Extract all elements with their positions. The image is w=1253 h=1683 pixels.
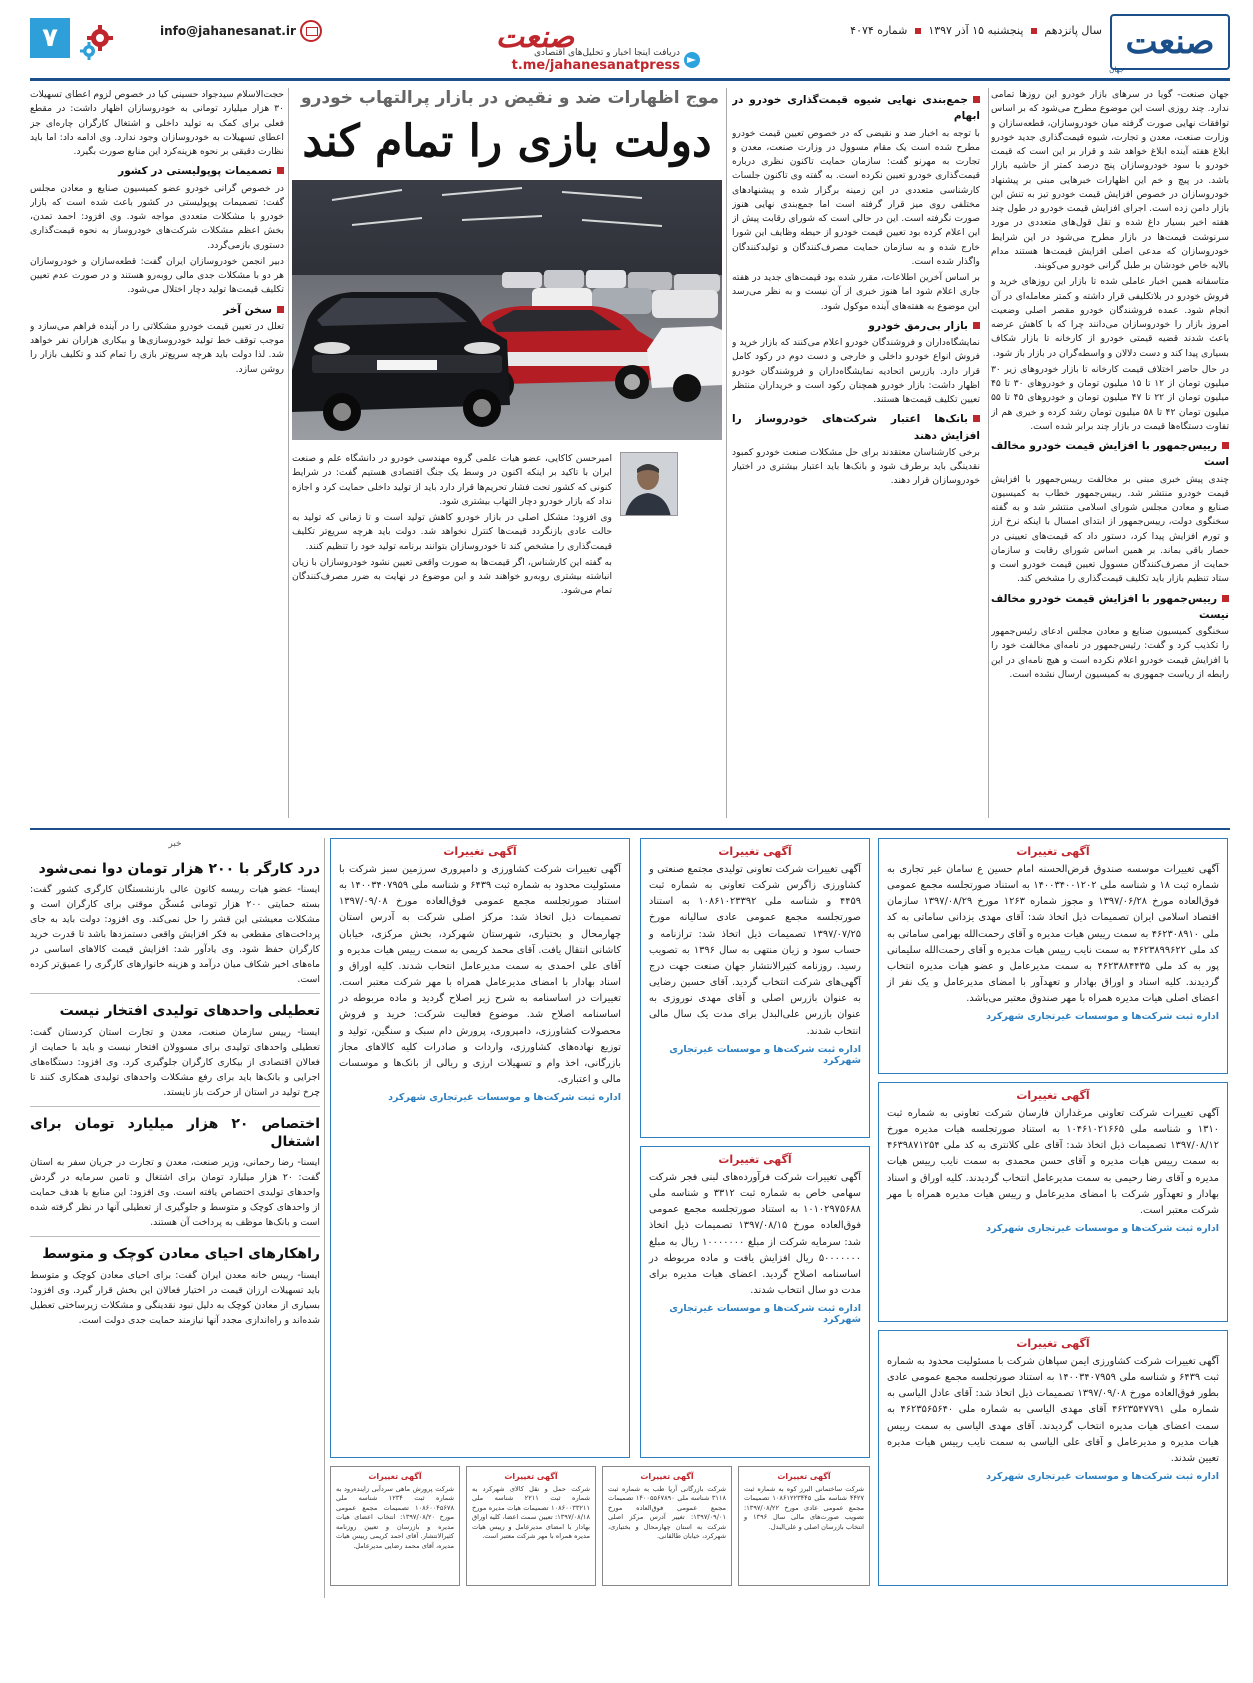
- small-notice: [738, 1466, 870, 1586]
- notice-body: آگهی تغییرات شرکت کشاورزی و دامپروری سرزمین سبز شرکت با مسئولیت محدود به شماره ثبت ۶۴۳۹ و شناسه ملی ۱۴۰۰۳۴۰۷۹۵۹ به استناد صورتجلسه مجمع عمومی فوق‌العاده مورخ ۱۳۹۷/۰۹/۰۸ تصمیمات ذیل اتخاذ شد: مرکز اصلی شرکت به آدرس استان چهارمحال و بختیاری، شهرستان شهرکرد، بخش مرکزی، خیابان کاشانی انتقال یافت. آقای محمد کریمی به سمت رییس هیات مدیره و آقای علی احمدی به سمت مدیرعامل انتخاب شدند. کلیه اوراق و اسناد بهادار با امضای مدیرعامل همراه با مهر شرکت معتبر است. تغییرات در اساسنامه به شرح زیر اصلاح گردید و ماده مربوطه در اساسنامه اصلاح شد. موضوع فعالیت شرکت: خرید و فروش محصولات کشاورزی، دامپروری، پرورش دام سبک و سنگین، تولید و توزیع نهاده‌های کشاورزی، واردات و صادرات کلیه کالاهای مجاز بازرگانی، اخذ وام و تسهیلات ارزی و ریالی از بانک‌ها و موسسات مالی و اعتباری.: [339, 864, 621, 1086]
- small-notice-title: آگهی تغییرات: [640, 1472, 694, 1481]
- news-body: ایسنا- رییس خانه معدن ایران گفت: برای احیای معادن کوچک و متوسط باید تسهیلات ارزان قیمت در اختیار فعالان این بخش قرار گیرد. وی افزود: بسیاری از معادن کوچک به دلیل نبود نقدینگی و مشکلات زیرساختی تعطیل شده‌اند و راه‌اندازی مجدد آنها نیازمند حمایت جدی دولت است.: [30, 1269, 320, 1326]
- email-address[interactable]: info@jahanesanat.ir: [160, 24, 296, 38]
- column-divider: [288, 88, 289, 818]
- notice-body: آگهی تغییرات شرکت کشاورزی ایمن سپاهان شرکت با مسئولیت محدود به شماره ثبت ۶۴۳۹ و شناسه ملی ۱۴۰۰۳۴۰۷۹۵۹ به استناد صورتجلسه مجمع عمومی عادی بطور فوق‌العاده مورخ ۱۳۹۷/۰۹/۰۸ تصمیمات ذیل اتخاذ شد: آقای عادل الیاسی به شماره ملی ۴۶۲۳۵۴۷۷۹۱ آقای مهدی الیاسی به شماره ملی ۴۶۲۳۵۶۵۶۴۰ به سمت اعضای هیات مدیره انتخاب گردیدند. آقای مهدی الیاسی به سمت رییس هیات مدیره و مدیرعامل و آقای علی الیاسی به سمت نایب رییس هیات مدیره تعیین شدند.: [887, 1356, 1220, 1464]
- notice-body: آگهی تغییرات شرکت تعاونی تولیدی مجتمع صنعتی و کشاورزی زاگرس شرکت تعاونی به شماره ثبت ۴۴۵۹ و شناسه ملی ۱۰۸۶۱۰۲۳۳۹۲ به استناد صورتجلسه مجمع عمومی عادی سالیانه مورخ ۱۳۹۷/۰۷/۲۵ تصمیمات ذیل اتخاذ شد: ترازنامه و حساب سود و زیان منتهی به سال ۱۳۹۶ به تصویب رسید. روزنامه کثیرالانتشار جهان صنعت جهت درج آگهی‌های شرکت انتخاب گردید. آقای حسین رضایی به عنوان بازرس اصلی و آقای مهدی نوروزی به عنوان بازرس علی‌البدل برای مدت یک سال مالی انتخاب شدند.: [649, 864, 861, 1037]
- article-paragraph: برخی کارشناسان معتقدند برای حل مشکلات صنعت خودرو کمبود نقدینگی باید برطرف شود و بانک‌ها باید اعتبار بیشتری در اختیار خودروسازان قرار دهند.: [732, 446, 980, 487]
- masthead-logo[interactable]: [1110, 14, 1230, 70]
- small-notice-body: شرکت بازرگانی آریا طب به شماره ثبت ۳۱۱۸ شناسه ملی ۱۴۰۰۵۵۶۷۸۹۰ تصمیمات مجمع عمومی فوق‌العاده مورخ ۱۳۹۷/۰۹/۰۱: تغییر آدرس مرکز اصلی شرکت به استان چهارمحال و بختیاری، شهرکرد، خیابان طالقانی.: [608, 1484, 726, 1541]
- article-paragraph: متاسفانه همین اخبار عاملی شده تا بازار این روزهای خرید و فروش خودرو در بلاتکلیفی قرار داشته و کمتر معامله‌ای در آن انجام شود. عمده فروشندگان خودرو مقصر اصلی وضعیت امروز بازار را خودروسازان می‌دانند چرا که با کاهش عرضه باعث شدند قضیه قیمتی خودرو از کارخانه تا بازار شکاف بسیاری پیدا کند و دست دلالان و واسطه‌گران در بازار باز شود.: [991, 276, 1229, 359]
- article-headline: دولت بازی را تمام کند: [302, 116, 712, 167]
- notice-signature: اداره ثبت شرکت‌ها و موسسات غیرتجاری شهرکرد: [986, 1471, 1219, 1483]
- article-paragraph: بر اساس آخرین اطلاعات، مقرر شده بود قیمت‌های جدید در هفته جاری اعلام شود اما هنوز خبری از آن نیست و به نظر می‌رسد این موضوع به هفته‌های آینده موکول شود.: [732, 272, 980, 312]
- telegram-link[interactable]: t.me/jahanesanatpress: [511, 58, 680, 73]
- issue-number: شماره ۴۰۷۴: [850, 24, 908, 37]
- legal-notice-4: [330, 838, 630, 1458]
- news-headline[interactable]: درد کارگر با ۲۰۰ هزار تومان دوا نمی‌شود: [38, 860, 320, 877]
- small-notice: [602, 1466, 732, 1586]
- column-divider: [324, 838, 325, 1598]
- telegram-icon: [684, 52, 700, 68]
- small-notice-body: شرکت حمل و نقل کالای شهرکرد به شماره ثبت ۲۲۱۱ شناسه ملی ۱۰۸۶۰۰۳۳۲۱۱ تصمیمات هیات مدیره مورخ ۱۳۹۷/۰۸/۱۸: تعیین سمت اعضا، کلیه اوراق بهادار با امضای مدیرعامل و رییس هیات مدیره همراه با مهر شرکت معتبر است.: [472, 1484, 590, 1541]
- article-subheading: جمع‌بندی نهایی شیوه قیمت‌گذاری خودرو در ابهام: [732, 92, 980, 125]
- notice-signature: اداره ثبت شرکت‌ها و موسسات غیرتجاری شهرکرد: [986, 1223, 1219, 1235]
- article-subheading: رییس‌جمهور با افزایش قیمت خودرو مخالف است: [991, 438, 1229, 471]
- article-paragraph: با توجه به اخبار ضد و نقیضی که در خصوص تعیین قیمت خودرو مطرح شده است یک مقام مسوول در وزارت صنعت، معدن و تجارت به مهرنو گفت: سازمان حمایت تاکنون نظری درباره قیمت‌گذاری خودرو تعیین نکرده است. به گفته وی تاکنون جلسات کارشناسی متعددی در این زمینه برگزار شده و پیشنهادهای مختلفی روی میز قرار گرفته است اما جمع‌بندی نهایی هنوز صورت نگرفته است. این در حالی است که شورای رقابت پیش از این اعلام کرده بود تعیین قیمت خودرو از حیطه وظایف این شورا خارج شده و به سازمان حمایت مصرف‌کنندگان و تولیدکنندگان واگذار شده است.: [732, 127, 980, 267]
- small-notice-title: آگهی تغییرات: [777, 1472, 831, 1481]
- legal-notice-3: [878, 1330, 1228, 1586]
- news-divider: [30, 1106, 320, 1107]
- article-paragraph: وی افزود: مشکل اصلی در بازار خودرو کاهش تولید است و تا زمانی که تولید به حالت عادی بازنگردد قیمت‌ها کنترل نخواهد شد. دولت باید هرچه سریع‌تر تکلیف قیمت‌گذاری را مشخص کند تا خودروسازان بتوانند برنامه تولید خود را تنظیم کنند.: [292, 512, 612, 552]
- article-paragraph: حجت‌الاسلام سیدجواد حسینی کیا در خصوص لزوم اعطای تسهیلات ۳۰ هزار میلیارد تومانی به خودروسازان اظهار داشت: در مقطع فعلی برای کمک به تولید داخلی و اشتغال کارگران چاره‌ای جز اعطای تسهیلات به خودروسازان وجود ندارد. وی ادامه داد: اما باید نظارت دقیقی بر نحوه هزینه‌کرد این منابع صورت بگیرد.: [30, 89, 284, 157]
- notice-title: آگهی تغییرات: [718, 845, 792, 858]
- author-photo: [620, 452, 678, 516]
- legal-notice-1: [878, 838, 1228, 1074]
- notice-title: آگهی تغییرات: [443, 845, 517, 858]
- article-kicker: موج اظهارات ضد و نقیض در بازار پرالتهاب خودرو: [301, 88, 719, 108]
- news-divider: [30, 993, 320, 994]
- separator-icon: [915, 28, 921, 34]
- notice-signature: اداره ثبت شرکت‌ها و موسسات غیرتجاری شهرکرد: [669, 1043, 861, 1066]
- section-divider: [30, 828, 1230, 830]
- notice-title: آگهی تغییرات: [1016, 1337, 1090, 1350]
- page-number: ۷: [30, 18, 70, 58]
- article-subheading: تصمیمات پوپولیستی در کشور: [30, 163, 284, 179]
- telegram-label: دریافت اینجا اخبار و تحلیل‌های اقتصادی: [533, 48, 680, 58]
- email-icon: [300, 20, 322, 42]
- small-notice-title: آگهی تغییرات: [504, 1472, 558, 1481]
- article-photo: [292, 180, 722, 440]
- small-notice-title: آگهی تغییرات: [368, 1472, 422, 1481]
- notice-title: آگهی تغییرات: [1016, 1089, 1090, 1102]
- small-notice: [330, 1466, 460, 1586]
- notice-signature: اداره ثبت شرکت‌ها و موسسات غیرتجاری شهرکرد: [388, 1092, 621, 1104]
- article-paragraph: در حال حاضر اختلاف قیمت کارخانه تا بازار خودروهای زیر ۳۰ میلیون تومان از ۱۲ تا ۱۵ میلیون تومان و خودروهای ۳۰ تا ۴۵ میلیون تومان از ۲۲ تا ۴۷ میلیون تومان و خودروهای ۴۵ تا ۵۵ میلیون تومان ۴۲ تا ۵۸ میلیون تومان رشد کرده و خیری هم از تفاوت دستگاه‌ها قیمت در بازار چند برابر شده است.: [991, 363, 1229, 432]
- column-divider: [726, 88, 727, 818]
- article-paragraph: امیرحسن کاکایی، عضو هیات علمی گروه مهندسی خودرو در دانشگاه علم و صنعت ایران با تاکید بر اینکه اکنون در وسط یک جنگ اقتصادی هستیم گفت: در شرایط کنونی که کشور تحت فشار تحریم‌ها قرار دارد باید از تولید داخلی حمایت کرد و اجازه نداد که بازار خودرو دچار التهاب بیشتری شود.: [292, 453, 612, 507]
- notice-body: آگهی تغییرات شرکت فرآورده‌های لبنی فجر شرکت سهامی خاص به شماره ثبت ۳۳۱۲ و شناسه ملی ۱۰۱۰۲۹۷۵۶۸۸ به استناد صورتجلسه مجمع عمومی فوق‌العاده مورخ ۱۳۹۷/۰۸/۱۵ تصمیمات ذیل اتخاذ شد: سرمایه شرکت از مبلغ ۱۰۰۰۰۰۰۰ ریال به مبلغ ۵۰۰۰۰۰۰۰ ریال افزایش یافت و ماده مربوطه در اساسنامه اصلاح گردید. اعضای هیات مدیره برای مدت دو سال انتخاب شدند.: [649, 1172, 862, 1297]
- issue-info: [850, 24, 1102, 37]
- article-subheading: سخن آخر: [30, 302, 284, 318]
- article-paragraph: تعلل در تعیین قیمت خودرو مشکلاتی را در آینده فراهم می‌سازد و موجب توقف خط تولید خودروسازی‌ها و بیکاری هزاران نفر خواهد شد. لذا دولت باید هرچه سریع‌تر بازی را تمام کند و تکلیف بازار را روشن سازد.: [30, 320, 284, 375]
- news-headline[interactable]: اختصاص ۲۰ هزار میلیارد تومان برای اشتغال: [30, 1115, 320, 1151]
- small-notice: [466, 1466, 596, 1586]
- header-divider: [30, 78, 1230, 81]
- legal-notice-2: [878, 1082, 1228, 1322]
- article-paragraph: در خصوص گرانی خودرو عضو کمیسیون صنایع و معادن مجلس گفت: تصمیمات پوپولیستی در کشور باعث شده است که بازار خودرو با مشکلات متعددی مواجه شود. وی افزود: احمد تمدن، بخش اعظم مشکلات شرکت‌های خودروساز به نحوه قیمت‌گذاری دستوری بازمی‌گردد.: [30, 182, 284, 251]
- notice-signature: اداره ثبت شرکت‌ها و موسسات غیرتجاری شهرکرد: [669, 1303, 861, 1326]
- lead-column-2: [732, 88, 980, 818]
- logo-text: صنعت: [1125, 22, 1215, 62]
- news-headline[interactable]: راهکارهای احیای معادن کوچک و متوسط: [42, 1246, 320, 1263]
- notice-body: آگهی تغییرات موسسه صندوق قرض‌الحسنه امام حسین ع سامان غیر تجاری به شماره ثبت ۱۸ و شناسه ملی ۱۴۰۰۳۴۰۰۱۲۰۲ به استناد صورتجلسه مجمع عمومی فوق‌العاده مورخ ۱۳۹۷/۰۶/۲۸ و مجوز شماره ۱۲۶۳ مورخ ۱۳۹۷/۰۸/۲۹ سازمان اقتصاد اسلامی ایران تصمیمات ذیل اتخاذ شد: آقای مهدی یزدانی ساماتی به کد ملی ۴۶۲۳۰۸۹۱۰ به سمت رییس هیات مدیره و آقای رحمت‌الله بهرامی ساماتی به کد ملی ۴۶۲۳۸۹۹۶۲۲ به سمت نایب رییس هیات مدیره و آقای رحمت‌الله سلیمانی پور به کد ملی ۴۶۲۳۸۸۴۴۳۵ به سمت مدیرعامل و عضو هیات مدیره انتخاب گردیدند. کلیه اسناد و اوراق بهادار و تعهدآور با امضای مدیرعامل و یک نفر از اعضای اصلی هیات مدیره همراه با مهر صندوق معتبر می‌باشد.: [887, 864, 1220, 1005]
- notice-title: آگهی تغییرات: [718, 1153, 792, 1166]
- article-paragraph: سخنگوی کمیسیون صنایع و معادن مجلس ادعای رئیس‌جمهور را تکذیب کرد و گفت: رئیس‌جمهور در نامه‌ای مخالفت خود را با افزایش قیمت خودرو اعلام نکرده است و هیچ نامه‌ای در این رابطه از ریاست جمهوری به کمیسیون ارسال نشده است.: [991, 626, 1229, 680]
- notice-body: آگهی تغییرات شرکت تعاونی مرغداران فارسان شرکت تعاونی به شماره ثبت ۱۳۱۰ و شناسه ملی ۱۰۴۶۱۰۲۱۶۶۵ به استناد صورتجلسه هیات مدیره مورخ ۱۳۹۷/۰۸/۱۲ تصمیمات ذیل اتخاذ شد: آقای علی کلانتری به کد ملی ۴۶۳۹۸۷۱۲۵۴ به سمت رییس هیات مدیره و آقای حسن محمدی به سمت نایب رییس هیات مدیره و آقای رضا رحیمی به سمت مدیرعامل انتخاب گردیدند. کلیه اوراق و اسناد بهادار و تعهدآور شرکت با امضای مدیرعامل و رییس هیات مدیره همراه با مهر شرکت معتبر است.: [887, 1108, 1219, 1216]
- news-divider: [30, 1236, 320, 1237]
- article-paragraph: دبیر انجمن خودروسازان ایران گفت: قطعه‌سازان و خودروسازان هر دو با مشکلات جدی مالی روبه‌رو هستند و در صورت عدم تعیین تکلیف قیمت‌ها تولید دچار اختلال می‌شود.: [30, 255, 284, 296]
- gear-icon: [78, 22, 118, 62]
- news-body: ایسنا- عضو هیات رییسه کانون عالی بازنشستگان کارگری کشور گفت: بسته حمایتی ۲۰۰ هزار تومانی مُسکّن موقتی برای کارگران است و مشکلات معیشتی این قشر را حل نمی‌کند. وی افزود: دولت باید به جای پرداخت‌های مقطعی به فکر افزایش واقعی دستمزدها باشد تا قدرت خرید کارگران حفظ شود. وی یادآور شد: افزایش قیمت کالاهای اساسی در ماه‌های اخیر شکاف میان درآمد و هزینه خانوارهای کارگری را عمیق‌تر کرده است.: [30, 884, 320, 986]
- article-paragraph: نمایشگاه‌داران و فروشندگان خودرو اعلام می‌کنند که بازار خرید و فروش انواع خودرو داخلی و خارجی و دست دوم در رکود کامل قرار دارد. بازرس اتحادیه نمایشگاه‌داران و فروشندگان خودرو اظهار داشت: بازار خودرو همچنان رکود است و خریداران منتظر تعیین تکلیف قیمت‌ها هستند.: [732, 337, 980, 406]
- article-paragraph: جهان صنعت- گویا در سرهای بازار خودرو این روزها تمامی ندارد. چند روزی است این موضوع مطرح می‌شود که بر اساس توافقات نهایی صورت گرفته میان خودروسازان، قطعه‌سازان و وزارت صنعت، معدن و تجارت، شیوه قیمت‌گذاری جدید خودرو ابلاغ هفته آینده ابلاغ خواهد شد و قرار بر این است که قیمت خودرو با سود خودروسازان پنج درصد کمتر از حاشیه بازار باشد. در پیچ و خم این اظهارات خبرهایی مبنی بر پیشنهاد خودروسازان در خصوص افزایش قیمت خودرو تیز به تنش این بازار دامن زده است. اجرای افزایش قیمت خودرو در طول چند هفته اخیر بسیار داغ شده و تقل قول‌های متعددی در مورد سرنوشت قیمت‌ها در بازار مطرح می‌شود در این شرایط خودروسازان که مدعی اصلی افزایش قیمت‌ها هستند مدام بالایه خاص خودشان بر طبل گرانی خودرو می‌کوبند.: [991, 89, 1229, 271]
- notice-signature: اداره ثبت شرکت‌ها و موسسات غیرتجاری شهرکرد: [986, 1011, 1219, 1023]
- issue-year: سال پانزدهم: [1044, 24, 1102, 37]
- news-body: ایسنا- رییس سازمان صنعت، معدن و تجارت استان کردستان گفت: تعطیلی واحدهای تولیدی برای مسوولان افتخار نیست و باید با حمایت از فعالان اقتصادی از بیکاری کارگران جلوگیری کرد. وی افزود: دستگاه‌های اجرایی و بانک‌ها باید برای رفع مشکلات واحدهای تولیدی همکاری کنند تا چرخ تولید در استان از حرکت باز نایستد.: [30, 1026, 320, 1098]
- section-title: صنعت: [495, 20, 575, 55]
- column-divider: [988, 88, 989, 818]
- lead-column-3: [292, 452, 612, 818]
- article-paragraph: به گفته این کارشناس، اگر قیمت‌ها به صورت واقعی تعیین نشود خودروسازان با زیان انباشته بیشتری روبه‌رو خواهند شد و این موضوع در نهایت به ضرر مصرف‌کنندگان تمام می‌شود.: [292, 556, 612, 597]
- legal-notice-5: [640, 838, 870, 1138]
- logo-subtext: جهان: [1109, 66, 1124, 74]
- news-body: ایسنا- رضا رحمانی، وزیر صنعت، معدن و تجارت در جریان سفر به استان گفت: ۲۰ هزار میلیارد تومان برای اشتغال و تامین سرمایه در گردش واحدهای تولیدی اختصاص یافته است. وی افزود: این منابع با هدف حمایت از واحدهای کوچک و متوسط و جلوگیری از تعطیلی آنها در نظر گرفته شده است و بانک‌ها موظف به پرداخت آن هستند.: [30, 1157, 320, 1229]
- lead-column-4: [30, 88, 284, 818]
- separator-icon: [1031, 28, 1037, 34]
- issue-date: پنجشنبه ۱۵ آذر ۱۳۹۷: [928, 24, 1024, 37]
- article-subheading: رییس‌جمهور با افزایش قیمت خودرو مخالف نیست: [991, 591, 1229, 624]
- article-subheading: بازار بی‌رمق خودرو: [732, 318, 980, 334]
- small-notice-body: شرکت ساختمانی البرز کوه به شماره ثبت ۴۴۲۷ شناسه ملی ۱۰۸۶۱۲۲۳۴۴۵ تصمیمات مجمع عمومی عادی مورخ ۱۳۹۷/۰۸/۲۲: تصویب صورت‌های مالی سال ۱۳۹۶ و انتخاب بازرسان اصلی و علی‌البدل.: [744, 1484, 864, 1531]
- article-subheading: بانک‌ها اعتبار شرکت‌های خودروساز را افزایش دهند: [732, 411, 980, 444]
- news-tag: خبر: [168, 839, 182, 849]
- lead-column-1: [991, 88, 1229, 818]
- notice-title: آگهی تغییرات: [1016, 845, 1090, 858]
- page-header: [30, 14, 1230, 76]
- small-notice-body: شرکت پرورش ماهی سردآبی زاینده‌رود به شماره ثبت ۱۲۳۴ شناسه ملی ۱۰۸۶۰۰۴۵۶۷۸ تصمیمات مجمع عمومی مورخ ۱۳۹۷/۰۸/۲۰: انتخاب اعضای هیات مدیره و بازرسان و تعیین روزنامه کثیرالانتشار. آقای احمد کریمی رییس هیات مدیره، آقای محمد رضایی مدیرعامل.: [336, 1484, 454, 1550]
- legal-notice-6: [640, 1146, 870, 1458]
- news-headline[interactable]: تعطیلی واحدهای تولیدی افتخار نیست: [59, 1003, 320, 1020]
- article-paragraph: چندی پیش خبری مبنی بر مخالفت رییس‌جمهور با افزایش قیمت خودرو منتشر شد. رییس‌جمهور خطاب به کمیسیون صنایع و معادن مجلس شورای اسلامی منتشر شد و به گفته سخنگوی دولت، رییس‌جمهور از ابتدای امسال با اینکه نرخ ارز و تورم افزایش پیدا کرد، دستور داد که قیمت‌های تعیینی در حصار باقی بماند. بر همین اساس شورای رقابت و سازمان حمایت از مصرف‌کنندگان مسوول تعیین قیمت خودرو است و ستاد تنظیم بازار باید تکلیف قیمت‌گذاری را مشخص کند.: [991, 473, 1229, 585]
- news-column: [30, 838, 320, 1598]
- car-showroom-image: [292, 180, 722, 440]
